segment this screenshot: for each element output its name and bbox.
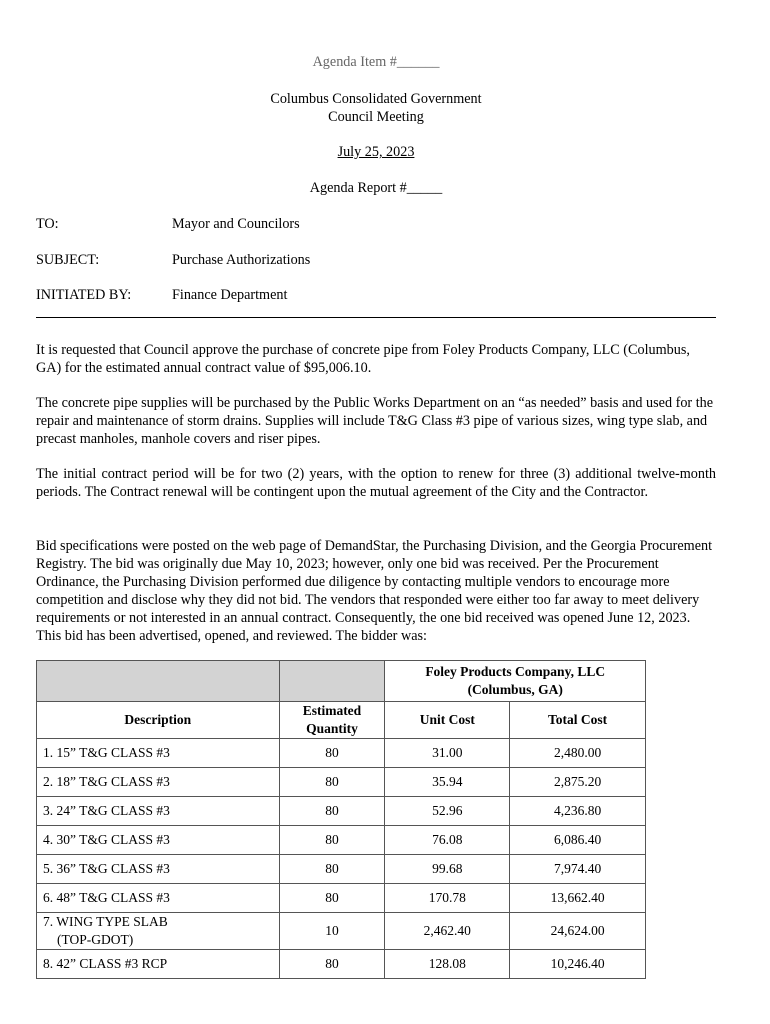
item-unit-cost: 76.08 bbox=[385, 826, 510, 855]
table-row bbox=[37, 913, 646, 950]
item-description: 5. 36” T&G CLASS #3 bbox=[37, 855, 280, 884]
item-unit-cost: 99.68 bbox=[385, 855, 510, 884]
column-header-quantity bbox=[279, 702, 385, 739]
table-row bbox=[37, 797, 646, 826]
item-quantity: 80 bbox=[279, 797, 385, 826]
item-total-cost: 2,875.20 bbox=[510, 768, 646, 797]
item-description: 1. 15” T&G CLASS #3 bbox=[37, 739, 280, 768]
vendor-location: (Columbus, GA) bbox=[467, 682, 563, 697]
bid-table bbox=[36, 660, 646, 979]
table-row bbox=[37, 768, 646, 797]
item-total-cost: 6,086.40 bbox=[510, 826, 646, 855]
table-row bbox=[37, 826, 646, 855]
item-quantity: 80 bbox=[279, 950, 385, 979]
table-header-row-vendor bbox=[37, 661, 646, 702]
paragraph-bid-specifications: Bid specifications were posted on the web page of DemandStar, the Purchasing Division, and the Georgia Procurement Registry. The bid was originally due May 10, 2023; however, only one bid was received. Per the Procurement Ordinance, the Purchasing Division performed due diligence by contacting multiple vendors to encourage more competition and disclose why they did not bid. The vendors that responded were either too far away to meet delivery requirements or not interested in an annual contract. Consequently, the one bid received was opened June 12, 2023. This bid has been advertised, opened, and reviewed. The bidder was: bbox=[36, 538, 713, 644]
table-row bbox=[37, 739, 646, 768]
agenda-item-number: Agenda Item #______ bbox=[312, 54, 440, 70]
item-quantity: 80 bbox=[279, 768, 385, 797]
paragraph-request: It is requested that Council approve the purchase of concrete pipe from Foley Products Company, LLC (Columbus, GA) for the estimated annual contract value of $95,006.10. bbox=[36, 342, 690, 376]
horizontal-divider bbox=[36, 317, 716, 318]
paragraph-contract-period: The initial contract period will be for two (2) years, with the option to renew for three (3) additional twelve-month periods. The Contract renewal will be contingent upon the mutual agreement of the City and the Contractor. bbox=[36, 466, 716, 500]
item-unit-cost: 170.78 bbox=[385, 884, 510, 913]
subject-label: SUBJECT: bbox=[36, 252, 100, 268]
item-unit-cost: 2,462.40 bbox=[385, 913, 510, 950]
initiated-label: INITIATED BY: bbox=[36, 287, 132, 303]
item-quantity: 80 bbox=[279, 884, 385, 913]
item-quantity: 80 bbox=[279, 855, 385, 884]
column-header-total-cost: Total Cost bbox=[510, 702, 646, 739]
item-quantity: 80 bbox=[279, 739, 385, 768]
vendor-header bbox=[385, 661, 646, 702]
item-description: 2. 18” T&G CLASS #3 bbox=[37, 768, 280, 797]
column-header-unit-cost: Unit Cost bbox=[385, 702, 510, 739]
vendor-name: Foley Products Company, LLC bbox=[425, 664, 606, 679]
item-total-cost: 7,974.40 bbox=[510, 855, 646, 884]
header-blank-cell bbox=[37, 661, 280, 702]
item-description-line2: (TOP-GDOT) bbox=[57, 932, 134, 947]
quantity-header-line2: Quantity bbox=[306, 721, 358, 736]
to-value: Mayor and Councilors bbox=[172, 216, 300, 232]
item-description: 8. 42” CLASS #3 RCP bbox=[37, 950, 280, 979]
quantity-header-line1: Estimated bbox=[302, 703, 362, 718]
meeting-name: Council Meeting bbox=[328, 109, 424, 125]
item-description bbox=[37, 913, 280, 950]
initiated-value: Finance Department bbox=[172, 287, 288, 303]
table-row bbox=[37, 884, 646, 913]
item-description-line1: 7. WING TYPE SLAB bbox=[43, 914, 168, 929]
table-row bbox=[37, 950, 646, 979]
item-unit-cost: 35.94 bbox=[385, 768, 510, 797]
item-total-cost: 4,236.80 bbox=[510, 797, 646, 826]
header-blank-cell bbox=[279, 661, 385, 702]
item-unit-cost: 52.96 bbox=[385, 797, 510, 826]
item-total-cost: 24,624.00 bbox=[510, 913, 646, 950]
item-total-cost: 13,662.40 bbox=[510, 884, 646, 913]
to-label: TO: bbox=[36, 216, 59, 232]
table-row bbox=[37, 855, 646, 884]
item-total-cost: 2,480.00 bbox=[510, 739, 646, 768]
subject-value: Purchase Authorizations bbox=[172, 252, 311, 268]
agenda-report-number: Agenda Report #_____ bbox=[309, 180, 443, 196]
item-quantity: 10 bbox=[279, 913, 385, 950]
column-header-description: Description bbox=[37, 702, 280, 739]
item-total-cost: 10,246.40 bbox=[510, 950, 646, 979]
meeting-date: July 25, 2023 bbox=[337, 144, 415, 160]
item-unit-cost: 128.08 bbox=[385, 950, 510, 979]
item-unit-cost: 31.00 bbox=[385, 739, 510, 768]
item-description: 4. 30” T&G CLASS #3 bbox=[37, 826, 280, 855]
paragraph-supplies: The concrete pipe supplies will be purchased by the Public Works Department on an “as needed” basis and used for the repair and maintenance of storm drains. Supplies will include T&G Class #3 pipe of various sizes, wing type slab, and precast manholes, manhole covers and riser pipes. bbox=[36, 395, 714, 447]
organization-name: Columbus Consolidated Government bbox=[270, 91, 482, 107]
item-description: 3. 24” T&G CLASS #3 bbox=[37, 797, 280, 826]
item-description: 6. 48” T&G CLASS #3 bbox=[37, 884, 280, 913]
table-header-row-columns bbox=[37, 702, 646, 739]
item-quantity: 80 bbox=[279, 826, 385, 855]
